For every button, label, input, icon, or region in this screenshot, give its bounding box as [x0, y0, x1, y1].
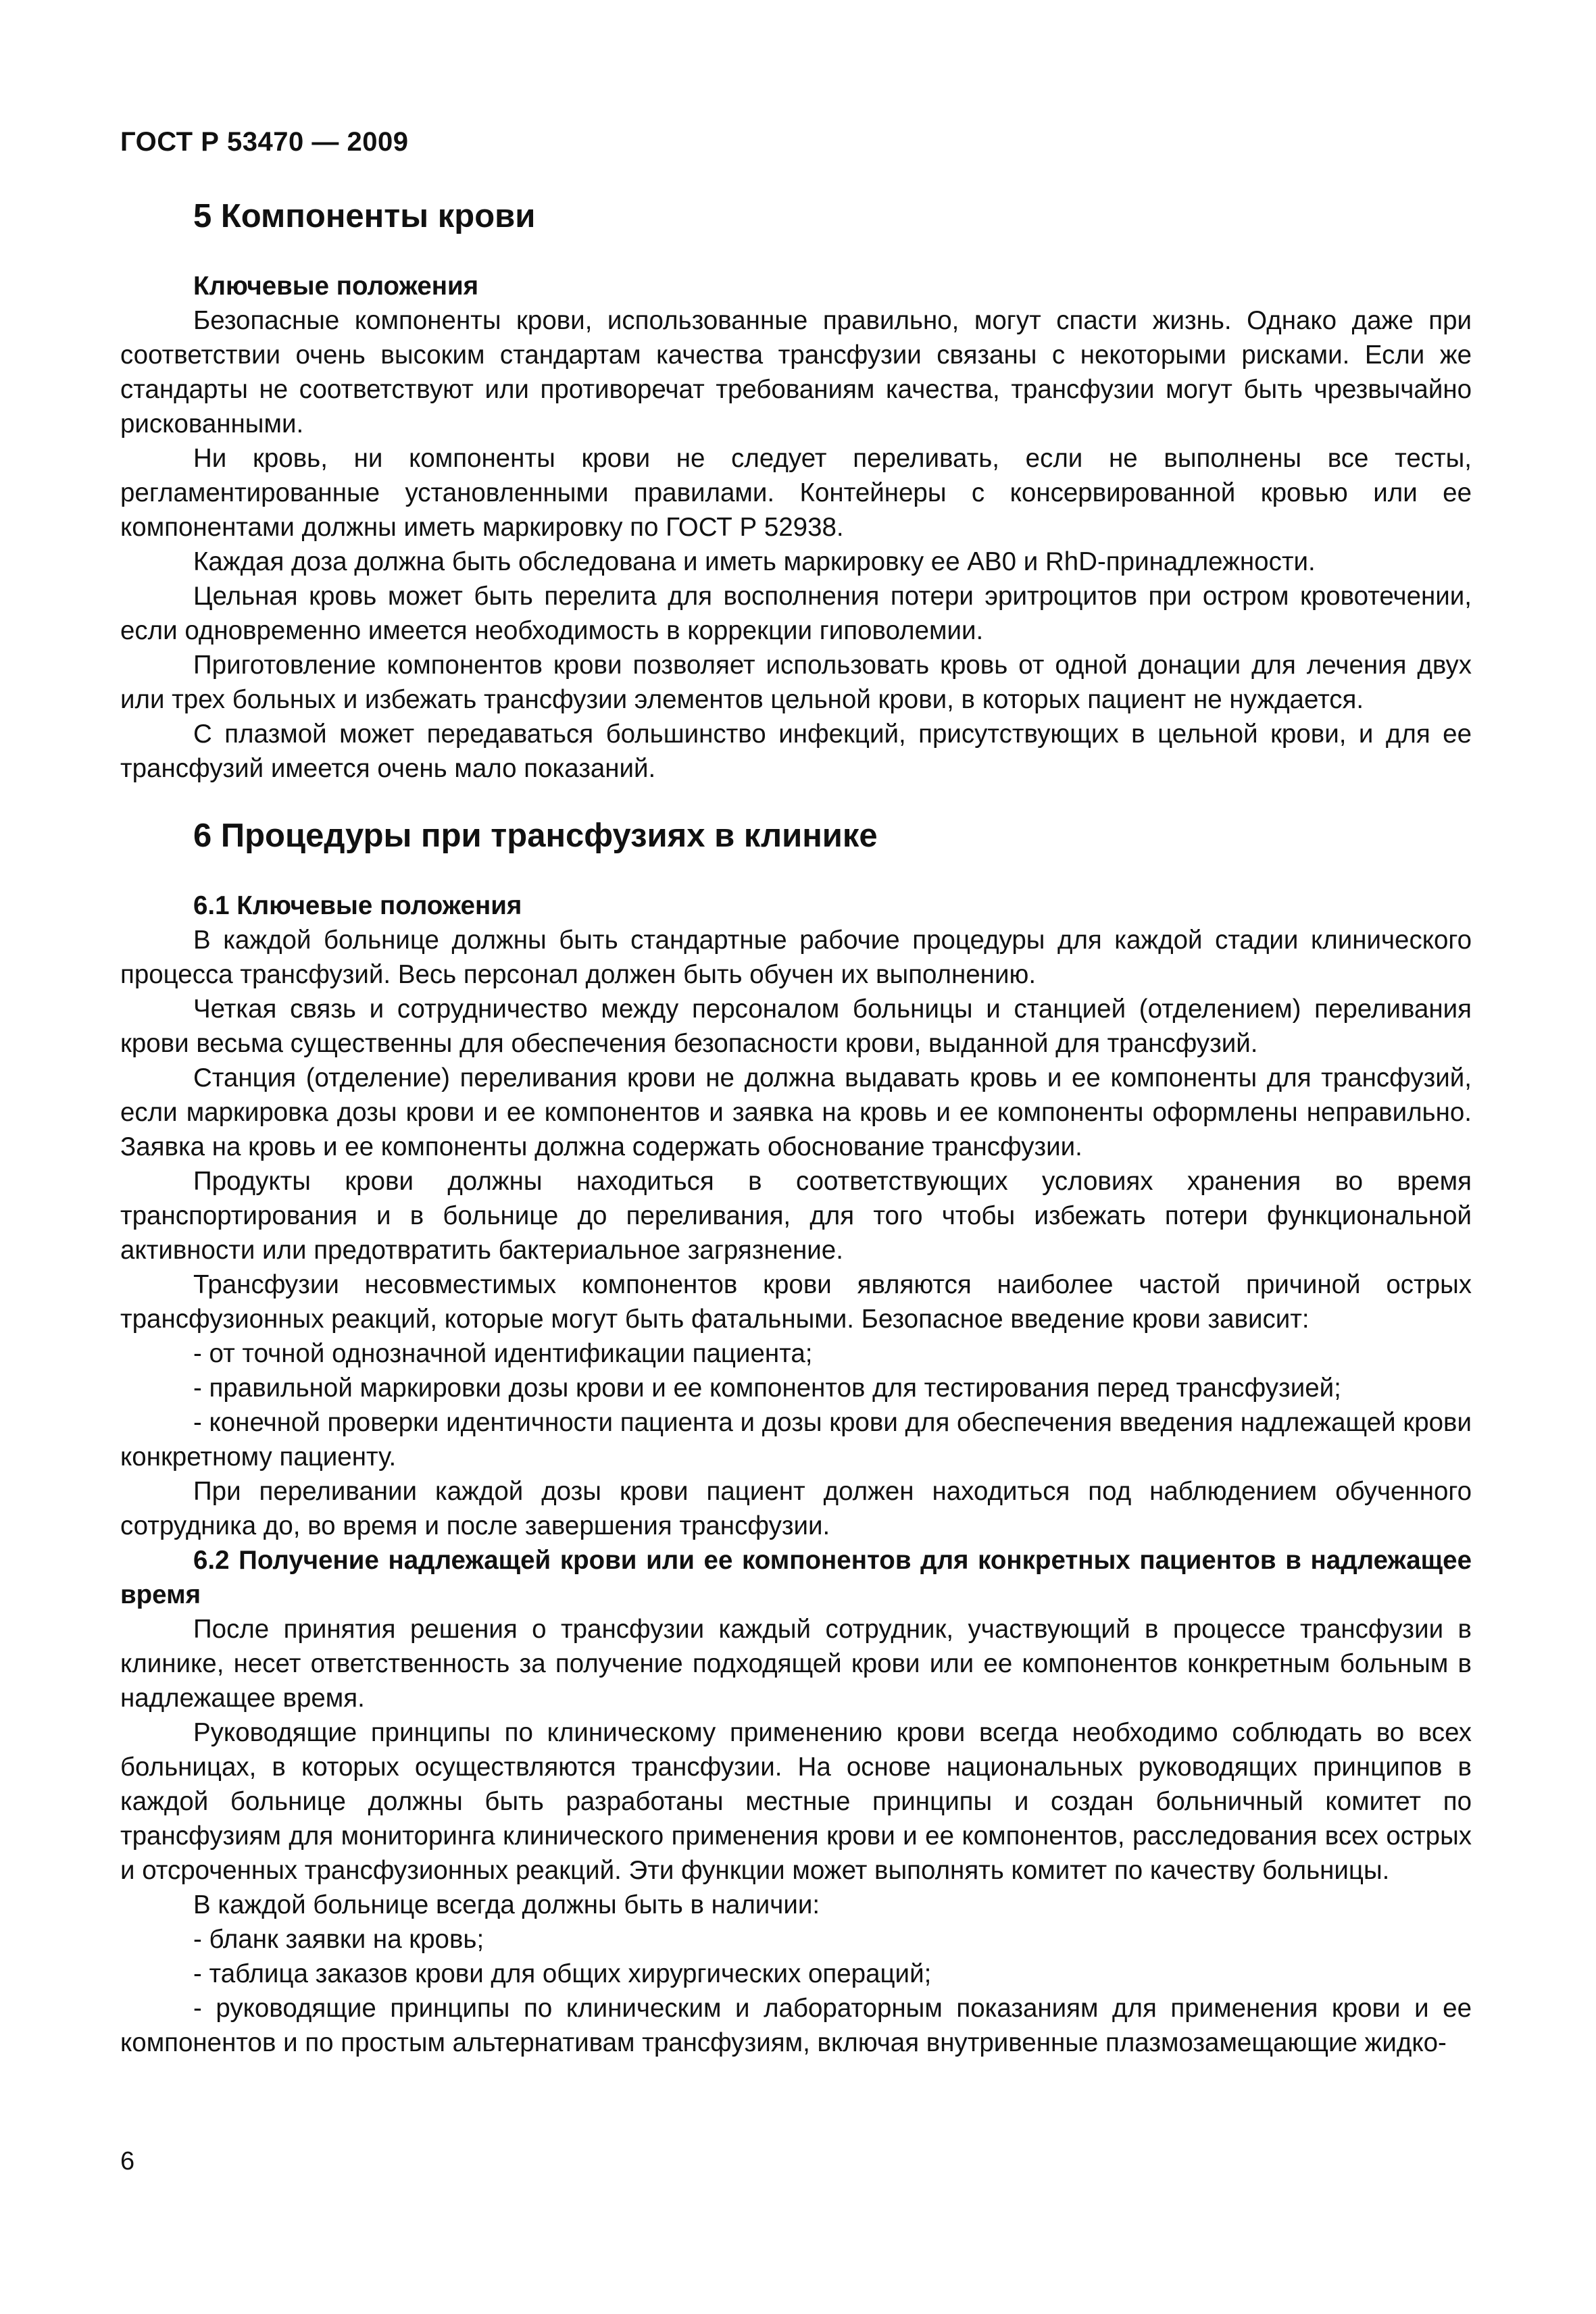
paragraph: Каждая доза должна быть обследована и иметь маркировку ее АВ0 и RhD-принадлежности. [193, 547, 1316, 576]
paragraph: При переливании каждой дозы крови пациент должен находиться под наблюдением обученного сотрудника до, во время и после завершения трансфузии. [120, 1477, 1472, 1540]
paragraph: Руководящие принципы по клиническому применению крови всегда необходимо соблюдать во всех больницах, в которых осуществляются трансфузии. На основе национальных руководящих принципов в каждой больнице должны быть разработаны местные принципы и создан больничный комитет по трансфузиям для мониторинга клинического применения крови и ее компонентов, расследования всех острых и отсроченных трансфузионных реакций. Эти функции может выполнять комитет по качеству больницы. [120, 1718, 1472, 1885]
paragraph: Станция (отделение) переливания крови не должна выдавать кровь и ее компоненты для трансфузий, если маркировка дозы крови и ее компонентов и заявка на кровь и ее компоненты оформлены неправильно. Заявка на кровь и ее компоненты должна содержать обоснование трансфузии. [120, 1063, 1472, 1161]
paragraph: В каждой больнице всегда должны быть в наличии: [193, 1890, 820, 1919]
paragraph: В каждой больнице должны быть стандартные рабочие процедуры для каждой стадии клинического процесса трансфузий. Весь персонал должен быть обучен их выполнению. [120, 926, 1472, 989]
list-item: - таблица заказов крови для общих хирургических операций; [193, 1959, 932, 1988]
page-number: 6 [120, 2147, 135, 2175]
paragraph: Ни кровь, ни компоненты крови не следует переливать, если не выполнены все тесты, регламентированные установленными правилами. Контейнеры с консервированной кровью или ее компонентами должны иметь маркировку по ГОСТ Р 52938. [120, 444, 1472, 542]
document-code-header: ГОСТ Р 53470 — 2009 [120, 127, 409, 157]
section-5-subtitle: Ключевые положения [193, 272, 479, 301]
paragraph: Продукты крови должны находиться в соответствующих условиях хранения во время транспортирования и в больнице до переливания, для того чтобы избежать потери функциональной активности или предотвратить бактериальное загрязнение. [120, 1167, 1472, 1265]
subsection-6-1-title: 6.1 Ключевые положения [193, 891, 522, 920]
paragraph: После принятия решения о трансфузии каждый сотрудник, участвующий в процессе трансфузии в клинике, несет ответственность за получение подходящей крови или ее компонентов конкретным больным в надлежащее время. [120, 1615, 1472, 1713]
list-item: - бланк заявки на кровь; [193, 1925, 484, 1954]
paragraph: С плазмой может передаваться большинство инфекций, присутствующих в цельной крови, и для ее трансфузий имеется очень мало показаний. [120, 720, 1472, 783]
section-5-title: 5 Компоненты крови [193, 198, 536, 234]
subsection-6-2-title: 6.2 Получение надлежащей крови или ее компонентов для конкретных пациентов в надлежащее время [120, 1546, 1472, 1609]
paragraph: Трансфузии несовместимых компонентов крови являются наиболее частой причиной острых трансфузионных реакций, которые могут быть фатальными. Безопасное введение крови зависит: [120, 1270, 1472, 1334]
paragraph: Цельная кровь может быть перелита для восполнения потери эритроцитов при остром кровотечении, если одновременно имеется необходимость в коррекции гиповолемии. [120, 582, 1472, 645]
paragraph: Четкая связь и сотрудничество между персоналом больницы и станцией (отделением) переливания крови весьма существенны для обеспечения безопасности крови, выданной для трансфузий. [120, 995, 1472, 1058]
paragraph: Приготовление компонентов крови позволяет использовать кровь от одной донации для лечения двух или трех больных и избежать трансфузии элементов цельной крови, в которых пациент не нуждается. [120, 651, 1472, 714]
list-item: - от точной однозначной идентификации пациента; [193, 1339, 813, 1368]
list-item: - правильной маркировки дозы крови и ее компонентов для тестирования перед трансфузией; [193, 1374, 1341, 1403]
list-item: - руководящие принципы по клиническим и лабораторным показаниям для применения крови и ее компонентов и по простым альтернативам трансфузиям, включая внутривенные плазмозамещающие жидко- [120, 1994, 1472, 2057]
document-body [120, 196, 1472, 2060]
list-item: - конечной проверки идентичности пациента и дозы крови для обеспечения введения надлежащей крови конкретному пациенту. [120, 1408, 1472, 1472]
paragraph: Безопасные компоненты крови, использованные правильно, могут спасти жизнь. Однако даже при соответствии очень высоким стандартам качества трансфузии связаны с некоторыми рисками. Если же стандарты не соответствуют или противоречат требованиям качества, трансфузии могут быть чрезвычайно рискованными. [120, 306, 1472, 438]
section-6-title: 6 Процедуры при трансфузиях в клинике [193, 818, 878, 854]
